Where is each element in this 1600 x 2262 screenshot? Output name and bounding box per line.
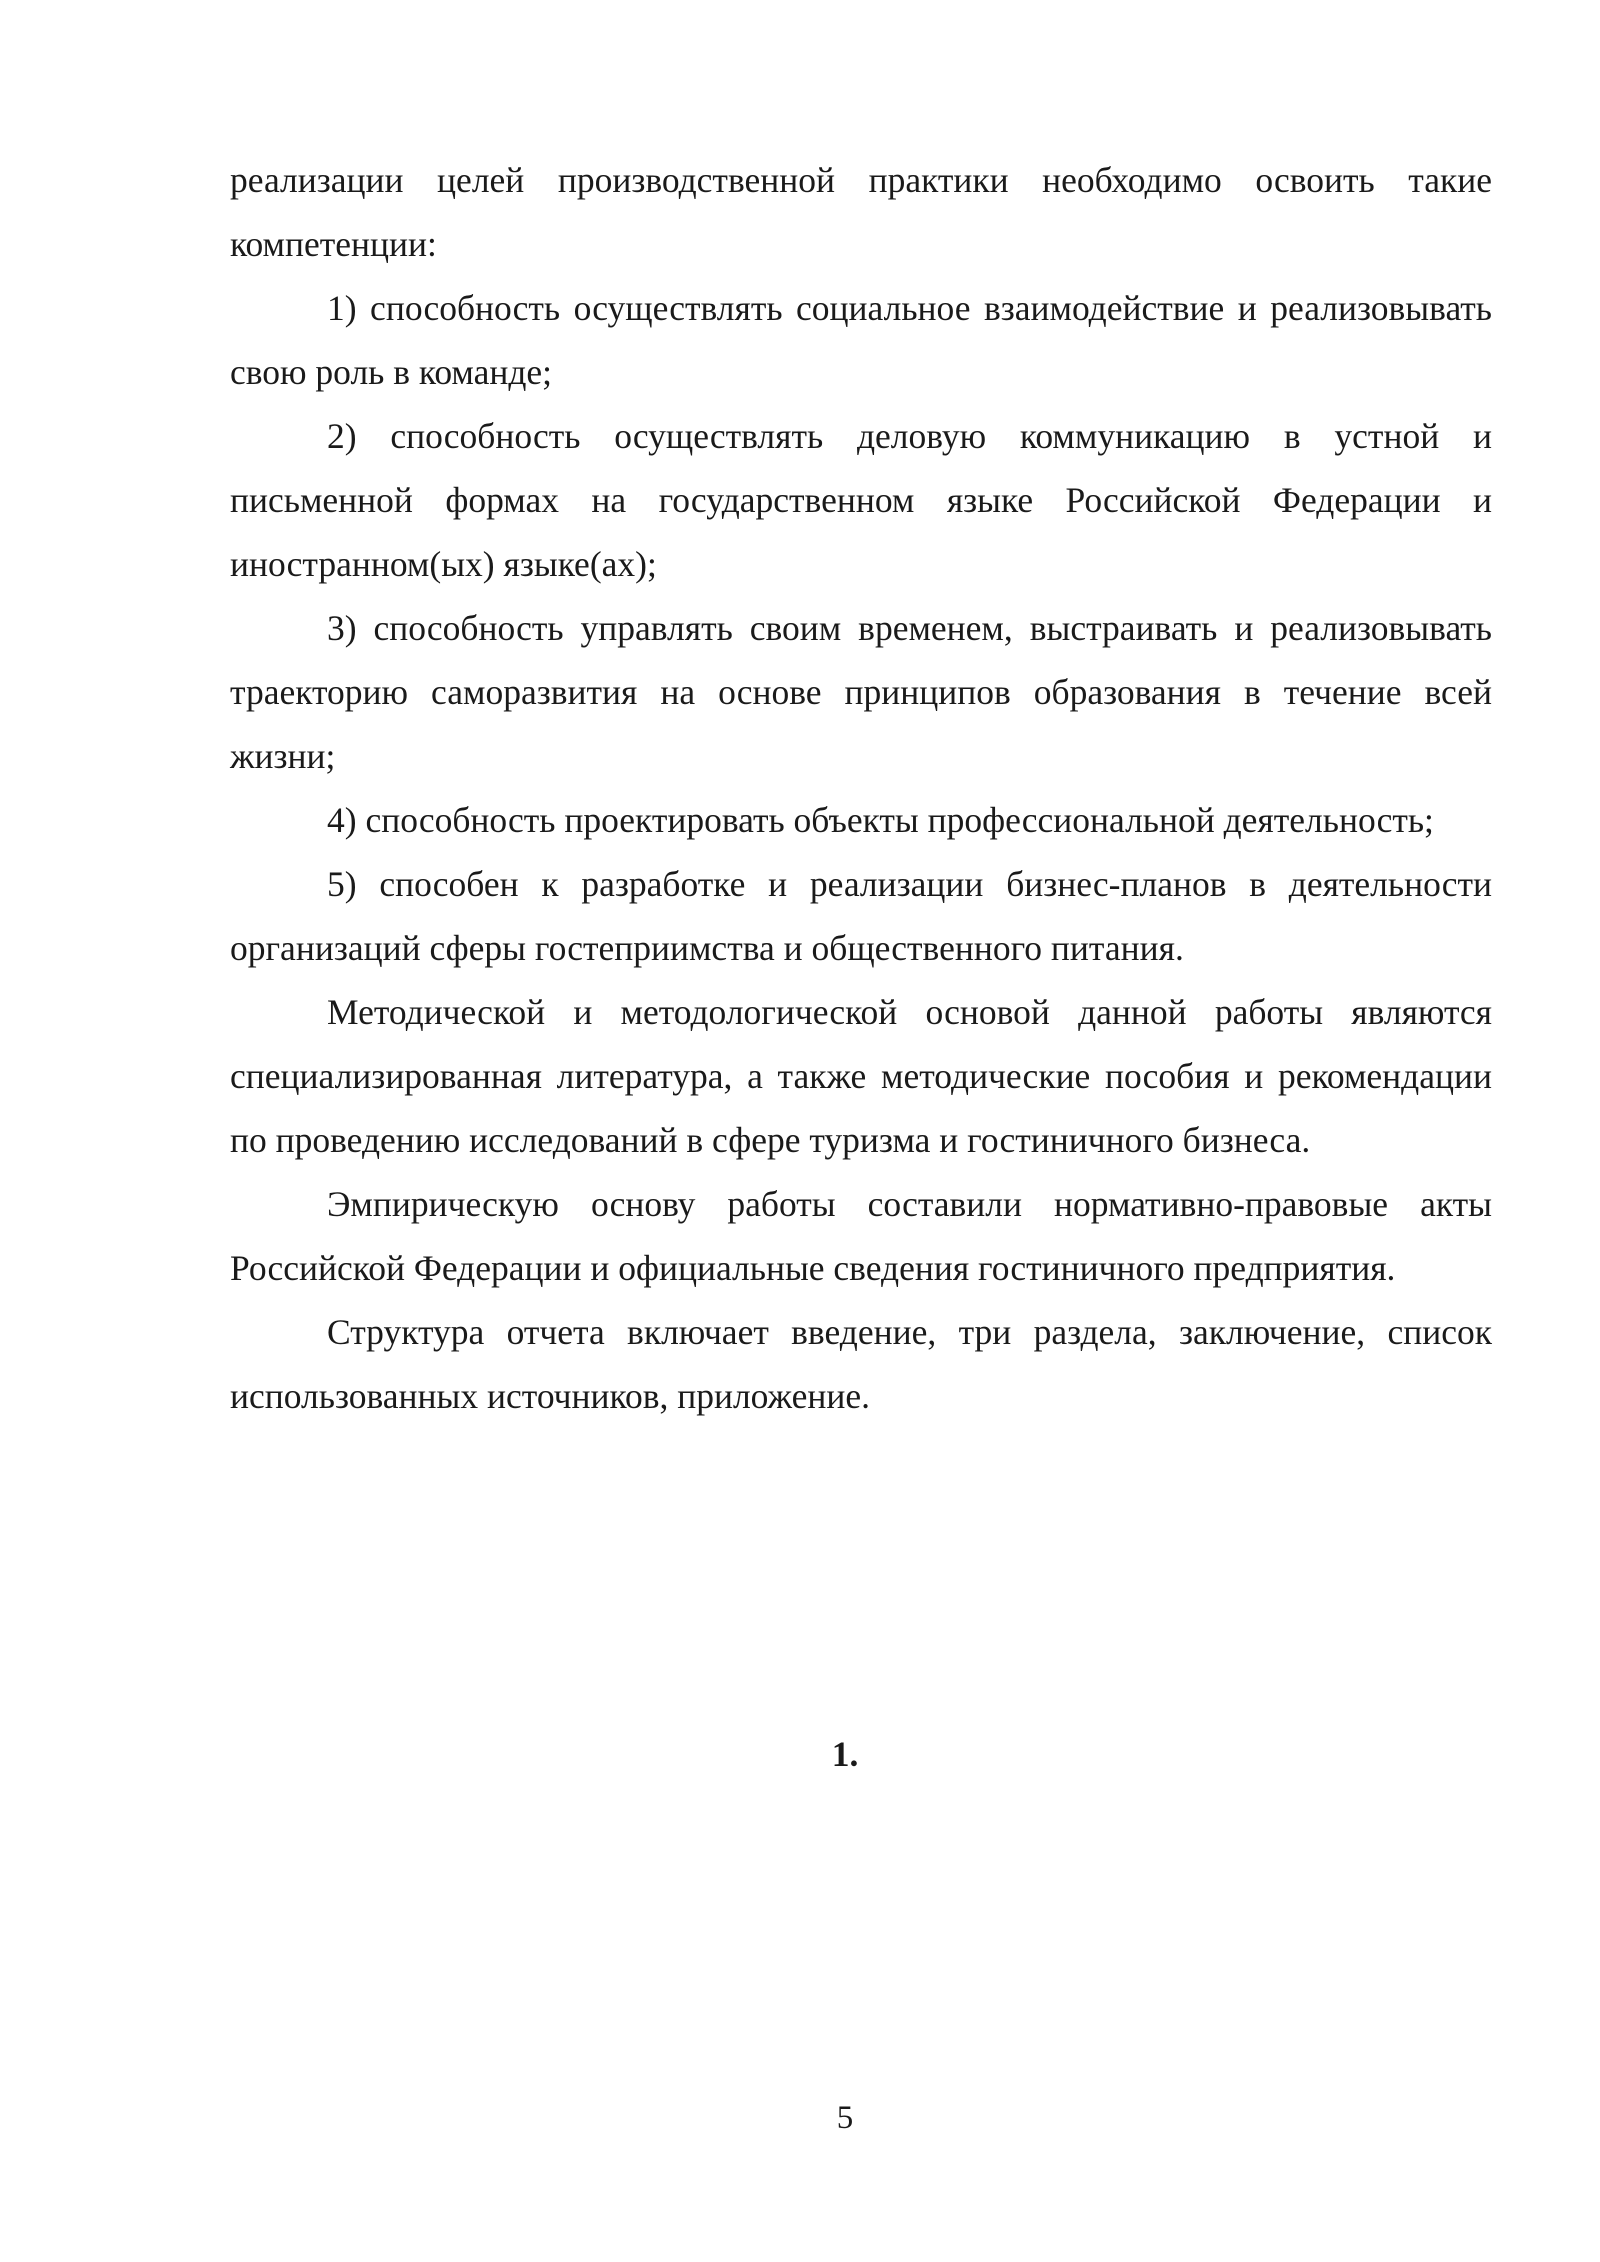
section-heading-number: 1.: [831, 1734, 859, 1774]
competence-item-5: 5) способен к разработке и реализации бизнес-планов в деятельности организаций сферы гостеприимства и общественного питания.: [230, 864, 1492, 968]
competence-item-1: 1) способность осуществлять социальное взаимодействие и реализовывать свою роль в команде;: [230, 288, 1492, 392]
paragraph-intro: реализации целей производственной практики необходимо освоить такие компетенции:: [230, 160, 1492, 264]
paragraph-methodology: Методической и методологической основой данной работы являются специализированная литература, а также методические пособия и рекомендации по проведению исследований в сфере туризма и гостиничного бизнеса.: [230, 992, 1492, 1160]
competence-item-2: 2) способность осуществлять деловую коммуникацию в устной и письменной формах на государственном языке Российской Федерации и иностранном(ых) языке(ах);: [230, 416, 1492, 584]
paragraph-empirical-basis: Эмпирическую основу работы составили нормативно-правовые акты Российской Федерации и официальные сведения гостиничного предприятия.: [230, 1184, 1492, 1288]
competence-item-3: 3) способность управлять своим временем, выстраивать и реализовывать траекторию саморазвития на основе принципов образования в течение всей жизни;: [230, 608, 1492, 776]
paragraph-structure: Структура отчета включает введение, три раздела, заключение, список использованных источников, приложение.: [230, 1312, 1492, 1416]
page-number: 5: [836, 2100, 854, 2136]
body-text: [230, 148, 1492, 1428]
competence-item-4: 4) способность проектировать объекты профессиональной деятельность;: [327, 800, 1434, 840]
